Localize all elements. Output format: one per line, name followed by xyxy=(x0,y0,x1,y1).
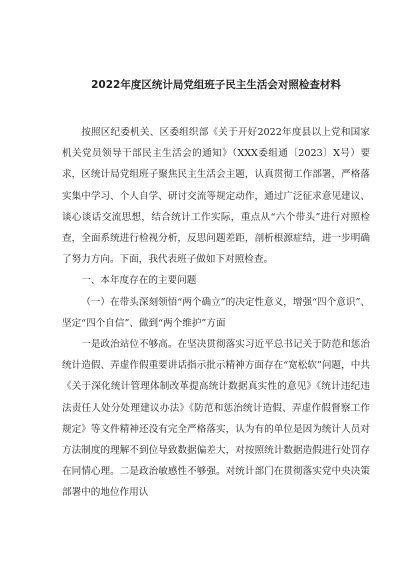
subsection-heading: （一）在带头深刻领悟“两个确立”的决定性意义，增强“四个意识”、坚定“四个自信”、做到“两个维护”方面 xyxy=(62,296,370,329)
section-heading: 一、本年度存在的主要问题 xyxy=(81,275,197,287)
intro-paragraph: 按照区纪委机关、区委组织部《关于开好2022年度县以上党和国家机关党员领导干部民主生活会的通知》（XXX委组通〔2023〕X号）要求，区统计局党组班子聚焦民主生活会主题，认真贯彻工作部署，严格落实集中学习、个人自学、研讨交流等规定动作，通过广泛征求意见建议、谈心谈话交流思想，结合统计工作实际，重点从“六个带头”进行对照检查，全面系统进行检视分析，反思问题差距，剖析根源症结，进一步明确了努力方向。下面，我代表班子做如下对照检查。 xyxy=(62,127,370,266)
body-paragraph: 一是政治站位不够高。在坚决贯彻落实习近平总书记关于防范和惩治统计造假、弄虚作假重要讲话指示批示精神方面存在“宽松软”问题，中共《关于深化统计管理体制改革提高统计数据真实性的意见》《统计违纪违法责任人处分处理建议办法》《防范和惩治统计造假、弄虚作假督察工作规定》等文件精神还没有完全严格落实，认为有的单位是因为统计人员对方法制度的理解不到位导致数据偏差大，对按照统计数据造假进行处罚存在同情心理。二是政治敏感性不够强。对统计部门在贯彻落实党中央决策部署中的地位作用认 xyxy=(62,339,370,499)
document-title: 2022年度区统计局党组班子民主生活会对照检查材料 xyxy=(91,79,341,91)
